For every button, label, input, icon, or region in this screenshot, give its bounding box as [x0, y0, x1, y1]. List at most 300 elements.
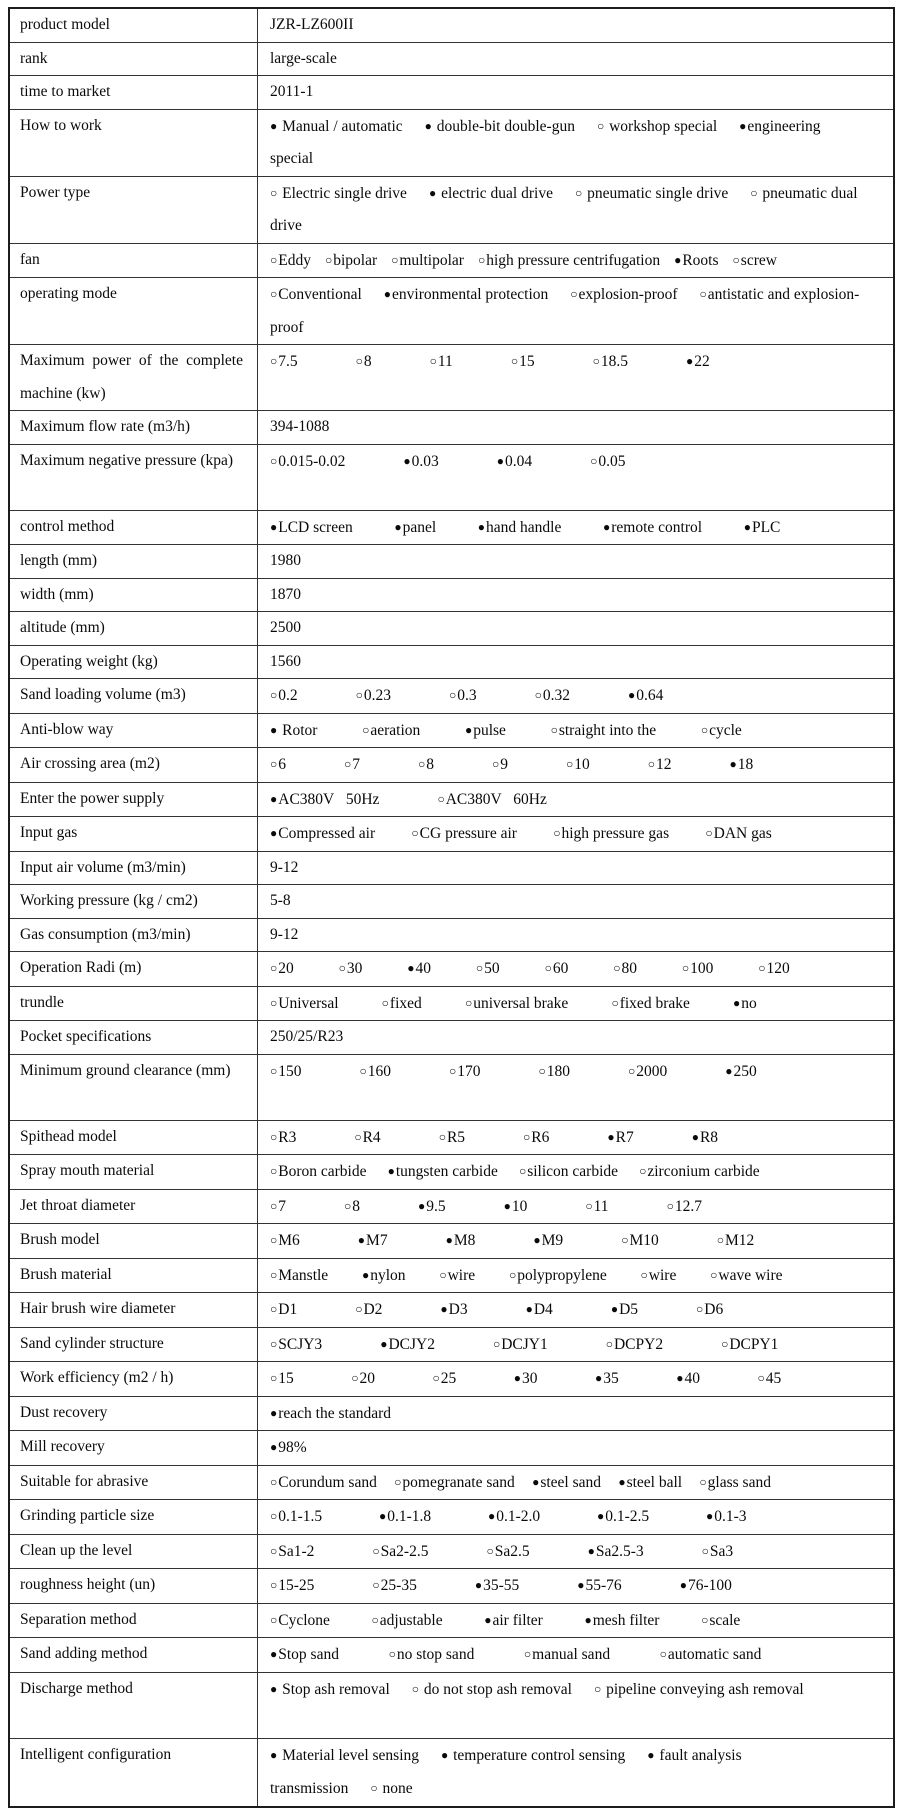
option-label: 0.015-0.02: [278, 452, 346, 470]
option-label: reach the standard: [278, 1404, 391, 1422]
option-selected: [270, 1646, 339, 1663]
option-selected: [379, 1508, 431, 1525]
radio-hollow-icon: ○: [381, 995, 389, 1010]
spec-label: Spray mouth material: [10, 1155, 258, 1189]
option-label: Material level sensing: [278, 1746, 419, 1764]
option-selected: [270, 118, 403, 135]
option-label: wire: [648, 1266, 677, 1284]
spec-row: [10, 1739, 893, 1806]
option-label: high pressure gas: [561, 825, 670, 842]
option-label: steel sand: [540, 1473, 602, 1491]
option-label: workshop special: [605, 117, 718, 135]
option-unselected: [682, 960, 714, 977]
option-selected: [440, 1301, 467, 1318]
radio-hollow-icon: ○: [359, 1063, 367, 1078]
option-label: 12: [656, 756, 672, 773]
spec-value: [258, 1466, 893, 1500]
option-unselected: [360, 1063, 392, 1080]
option-unselected: [391, 252, 464, 269]
radio-hollow-icon: ○: [544, 961, 552, 975]
option-selected: [403, 453, 438, 470]
option-unselected: [449, 687, 477, 704]
option-unselected: [344, 1198, 360, 1215]
option-label: D5: [619, 1301, 639, 1318]
option-selected: [504, 1198, 528, 1215]
option-unselected: [621, 1232, 659, 1249]
spec-row: [10, 1431, 893, 1466]
radio-hollow-icon: ○: [344, 1198, 352, 1213]
spec-label: Maximum flow rate (m3/h): [10, 411, 258, 444]
option-unselected: [270, 995, 339, 1012]
radio-hollow-icon: ○: [270, 354, 278, 368]
radio-hollow-icon: ○: [270, 688, 278, 702]
spec-label: Dust recovery: [10, 1397, 258, 1431]
option-label: 20: [278, 960, 294, 977]
spec-row: [10, 1673, 893, 1739]
radio-filled-icon: ●: [496, 453, 505, 468]
option-selected: [611, 1301, 638, 1318]
spec-value: [258, 1569, 893, 1603]
option-unselected: [356, 687, 391, 704]
spec-value: [258, 817, 893, 851]
option-label: Stop sand: [278, 1646, 339, 1663]
radio-hollow-icon: ○: [370, 1781, 378, 1795]
radio-filled-icon: ●: [424, 118, 432, 133]
option-unselected: [270, 960, 294, 977]
radio-hollow-icon: ○: [523, 1647, 532, 1661]
radio-filled-icon: ●: [270, 519, 278, 534]
option-label: 40: [684, 1370, 700, 1387]
radio-filled-icon: ●: [488, 1509, 496, 1523]
option-unselected: [705, 825, 771, 842]
option-label: pneumatic single drive: [583, 184, 729, 202]
radio-hollow-icon: ○: [270, 1198, 278, 1213]
option-selected: [441, 1747, 625, 1764]
radio-filled-icon: ●: [597, 1509, 605, 1523]
option-unselected: [270, 1370, 294, 1387]
option-unselected: [553, 825, 669, 842]
option-label: Stop ash removal: [278, 1680, 390, 1698]
spec-value: [258, 278, 893, 344]
radio-hollow-icon: ○: [449, 1063, 457, 1078]
radio-hollow-icon: ○: [538, 1063, 546, 1078]
option-label: 0.1-2.5: [605, 1508, 650, 1525]
radio-filled-icon: ●: [477, 519, 486, 534]
spec-value: [258, 1500, 893, 1534]
option-unselected: [270, 756, 286, 773]
radio-hollow-icon: ○: [355, 688, 363, 702]
option-label: mesh filter: [592, 1611, 660, 1629]
spec-text-value: 394-1088: [270, 418, 330, 435]
radio-filled-icon: ●: [739, 118, 747, 133]
radio-filled-icon: ●: [270, 1647, 278, 1661]
radio-hollow-icon: ○: [270, 1129, 278, 1144]
option-label: double-bit double-gun: [432, 117, 575, 135]
spec-row: [10, 278, 893, 345]
option-label: environmental protection: [392, 286, 549, 303]
spec-value: [258, 852, 893, 885]
spec-label: Spithead model: [10, 1121, 258, 1155]
option-label: R7: [615, 1128, 634, 1146]
radio-filled-icon: ●: [595, 1371, 603, 1385]
option-label: Roots: [682, 251, 719, 269]
option-unselected: [270, 1612, 330, 1629]
spec-row: [10, 545, 893, 579]
radio-filled-icon: ●: [618, 1474, 626, 1489]
spec-row: [10, 1466, 893, 1501]
option-label: 80: [621, 960, 637, 977]
option-label: 12.7: [674, 1197, 702, 1215]
radio-filled-icon: ●: [628, 688, 636, 702]
option-label: Conventional: [278, 286, 362, 303]
option-label: DCJY2: [388, 1335, 435, 1353]
option-label: silicon carbide: [527, 1163, 619, 1180]
option-label: straight into the: [558, 721, 657, 739]
option-unselected: [270, 1267, 328, 1284]
radio-hollow-icon: ○: [757, 1371, 765, 1385]
radio-hollow-icon: ○: [590, 453, 598, 468]
option-selected: [676, 1370, 700, 1387]
option-unselected: [439, 1267, 475, 1284]
spec-label: Work efficiency (m2 / h): [10, 1362, 258, 1396]
option-unselected: [721, 1336, 778, 1353]
option-label: 9.5: [426, 1197, 446, 1215]
spec-value: [258, 1190, 893, 1224]
radio-hollow-icon: ○: [721, 1336, 729, 1351]
option-label: no: [741, 994, 757, 1012]
spec-text-value: large-scale: [270, 49, 337, 67]
radio-hollow-icon: ○: [605, 1336, 613, 1351]
option-label: 0.23: [363, 687, 391, 704]
option-label: Manstle: [278, 1266, 329, 1284]
option-selected: [514, 1370, 538, 1387]
spec-label: Sand cylinder structure: [10, 1328, 258, 1362]
spec-row: [10, 1638, 893, 1673]
radio-hollow-icon: ○: [732, 252, 740, 267]
spec-row: [10, 110, 893, 177]
option-label: Sa2-2.5: [380, 1542, 429, 1560]
option-label: 60: [552, 960, 569, 977]
spec-row: [10, 1328, 893, 1363]
option-label: 0.2: [278, 687, 298, 704]
option-label: D1: [278, 1301, 298, 1318]
radio-hollow-icon: ○: [570, 287, 578, 301]
spec-value: [258, 1224, 893, 1258]
option-label: remote control: [611, 518, 703, 536]
option-unselected: [717, 1232, 755, 1249]
radio-filled-icon: ●: [587, 1543, 595, 1558]
option-label: manual sand: [532, 1646, 611, 1663]
radio-hollow-icon: ○: [270, 961, 278, 975]
spec-row: [10, 1190, 893, 1225]
option-unselected: [585, 1198, 608, 1215]
option-label: fixed: [389, 994, 422, 1012]
option-label: aeration: [370, 721, 421, 739]
spec-row: [10, 612, 893, 646]
option-label: wire: [447, 1266, 476, 1284]
radio-hollow-icon: ○: [372, 1543, 380, 1558]
radio-hollow-icon: ○: [621, 1233, 629, 1247]
radio-hollow-icon: ○: [705, 826, 713, 840]
option-label: R8: [699, 1128, 719, 1146]
radio-filled-icon: ●: [270, 722, 278, 737]
option-label: Universal: [278, 994, 339, 1012]
option-label: 45: [765, 1370, 782, 1387]
option-label: Cyclone: [278, 1611, 330, 1629]
spec-value: [258, 411, 893, 444]
radio-filled-icon: ●: [445, 1233, 453, 1247]
radio-filled-icon: ●: [464, 722, 473, 737]
radio-hollow-icon: ○: [593, 1681, 602, 1696]
option-unselected: [758, 1370, 782, 1387]
radio-hollow-icon: ○: [647, 757, 655, 771]
option-label: glass sand: [707, 1473, 771, 1491]
radio-filled-icon: ●: [706, 1509, 714, 1523]
radio-hollow-icon: ○: [394, 1474, 402, 1489]
option-unselected: [270, 1232, 300, 1249]
option-unselected: [511, 353, 535, 370]
spec-row: [10, 1500, 893, 1535]
option-selected: [429, 185, 553, 202]
option-unselected: [270, 687, 298, 704]
spec-value: [258, 445, 893, 479]
option-unselected: [389, 1646, 475, 1663]
spec-row: [10, 244, 893, 279]
spec-value: [258, 545, 893, 578]
radio-hollow-icon: ○: [710, 1267, 718, 1282]
radio-hollow-icon: ○: [338, 961, 346, 975]
option-unselected: [523, 1129, 549, 1146]
option-label: none: [378, 1780, 413, 1797]
radio-hollow-icon: ○: [523, 1129, 531, 1144]
spec-row: [10, 579, 893, 613]
spec-label: Gas consumption (m3/min): [10, 919, 258, 952]
spec-label: Maximum power of the complete machine (kw): [10, 345, 258, 410]
spec-row: [10, 646, 893, 680]
spec-row: [10, 1155, 893, 1190]
option-label: 7: [278, 1197, 286, 1215]
spec-value: [258, 9, 893, 42]
option-label: Sa2.5-3: [595, 1542, 644, 1560]
option-selected: [674, 252, 718, 269]
option-label: 40: [415, 960, 432, 977]
option-unselected: [270, 1198, 286, 1215]
spec-label: Anti-blow way: [10, 714, 258, 748]
option-unselected: [641, 1267, 677, 1284]
option-label: 30: [346, 960, 363, 977]
radio-filled-icon: ●: [679, 1578, 687, 1592]
radio-hollow-icon: ○: [270, 1233, 278, 1247]
option-unselected: [648, 756, 672, 773]
spec-label: Sand adding method: [10, 1638, 258, 1672]
option-label: 98%: [278, 1439, 307, 1456]
radio-filled-icon: ●: [387, 1164, 395, 1178]
option-selected: [270, 825, 375, 842]
spec-label: Pocket specifications: [10, 1021, 258, 1054]
option-label: polypropylene: [517, 1266, 607, 1284]
option-label: universal brake: [473, 994, 569, 1012]
radio-hollow-icon: ○: [371, 1612, 379, 1627]
spec-row: [10, 817, 893, 852]
spec-label: Minimum ground clearance (mm): [10, 1055, 258, 1120]
spec-label: time to market: [10, 76, 258, 109]
option-label: steel ball: [626, 1473, 683, 1491]
option-unselected: [509, 1267, 607, 1284]
spec-row: [10, 783, 893, 818]
radio-filled-icon: ●: [533, 1233, 541, 1247]
option-unselected: [372, 1543, 428, 1560]
radio-filled-icon: ●: [270, 1405, 278, 1420]
option-selected: [270, 722, 317, 739]
spec-label: width (mm): [10, 579, 258, 612]
option-selected: [388, 1163, 498, 1180]
spec-label: Brush material: [10, 1259, 258, 1293]
option-label: bipolar: [333, 251, 378, 269]
radio-hollow-icon: ○: [553, 826, 561, 840]
radio-hollow-icon: ○: [534, 688, 542, 702]
option-label: R6: [531, 1128, 550, 1146]
option-selected: [418, 1198, 446, 1215]
radio-filled-icon: ●: [691, 1129, 699, 1144]
option-label: 9: [500, 756, 508, 773]
radio-hollow-icon: ○: [270, 1543, 278, 1558]
option-selected: [603, 519, 702, 536]
option-label: M9: [541, 1232, 564, 1249]
radio-filled-icon: ●: [674, 252, 682, 267]
option-label: zirconium carbide: [647, 1163, 760, 1180]
radio-filled-icon: ●: [503, 1198, 511, 1213]
spec-table: [8, 7, 895, 1808]
option-unselected: [628, 1063, 667, 1080]
option-label: fault analysis transmission: [270, 1746, 742, 1797]
option-label: tungsten carbide: [395, 1163, 498, 1180]
option-label: Eddy: [278, 251, 311, 269]
radio-filled-icon: ●: [407, 961, 415, 975]
option-selected: [446, 1232, 476, 1249]
spec-text-value: 250/25/R23: [270, 1028, 344, 1045]
radio-filled-icon: ●: [603, 519, 611, 534]
option-unselected: [699, 1474, 771, 1491]
option-selected: [588, 1543, 644, 1560]
option-label: D2: [363, 1301, 383, 1318]
option-label: 11: [593, 1197, 609, 1215]
spec-value: [258, 1121, 893, 1155]
spec-value: [258, 1673, 893, 1707]
option-label: 0.03: [411, 452, 439, 470]
radio-hollow-icon: ○: [372, 1578, 380, 1592]
option-unselected: [570, 286, 677, 303]
radio-hollow-icon: ○: [699, 1474, 707, 1489]
radio-filled-icon: ●: [729, 757, 737, 771]
option-label: R3: [278, 1128, 297, 1146]
spec-row: [10, 1397, 893, 1432]
option-unselected: [593, 353, 628, 370]
option-label: 160: [367, 1062, 391, 1080]
option-unselected: [597, 118, 717, 135]
radio-hollow-icon: ○: [270, 1509, 278, 1523]
option-label: explosion-proof: [578, 286, 678, 303]
option-label: electric dual drive: [437, 184, 553, 202]
option-label: 0.1-3: [714, 1508, 747, 1525]
spec-text-value: 1980: [270, 552, 301, 569]
option-selected: [270, 1439, 307, 1456]
option-label: fixed brake: [619, 994, 690, 1012]
option-selected: [465, 722, 506, 739]
option-unselected: [710, 1267, 782, 1284]
option-selected: [686, 353, 710, 370]
option-unselected: [270, 1577, 314, 1594]
radio-hollow-icon: ○: [270, 287, 278, 301]
spec-value: [258, 177, 893, 243]
option-label: multipolar: [399, 251, 464, 269]
option-unselected: [411, 825, 517, 842]
radio-hollow-icon: ○: [270, 1302, 278, 1316]
option-label: AC380V 50Hz: [278, 790, 380, 808]
radio-hollow-icon: ○: [270, 453, 278, 468]
spec-value: [258, 748, 893, 782]
spec-label: Intelligent configuration: [10, 1739, 258, 1806]
option-unselected: [493, 1336, 548, 1353]
option-unselected: [270, 353, 298, 370]
option-selected: [484, 1612, 543, 1629]
option-label: 8: [426, 756, 434, 773]
option-selected: [533, 1232, 563, 1249]
spec-value: [258, 1431, 893, 1465]
radio-filled-icon: ●: [743, 519, 751, 534]
option-selected: [597, 1508, 649, 1525]
option-selected: [584, 1612, 659, 1629]
option-unselected: [611, 995, 689, 1012]
option-unselected: [551, 722, 657, 739]
radio-hollow-icon: ○: [701, 1612, 709, 1627]
option-unselected: [433, 1370, 457, 1387]
spec-label: Input air volume (m3/min): [10, 852, 258, 885]
radio-hollow-icon: ○: [388, 1647, 396, 1661]
option-label: 35: [603, 1370, 619, 1387]
option-unselected: [535, 687, 570, 704]
spec-value: [258, 1397, 893, 1431]
spec-label: Hair brush wire diameter: [10, 1293, 258, 1327]
spec-label: Jet throat diameter: [10, 1190, 258, 1224]
option-unselected: [606, 1336, 663, 1353]
option-label: R5: [446, 1128, 466, 1146]
option-label: 0.64: [636, 687, 664, 704]
option-selected: [394, 519, 436, 536]
spec-value: [258, 1155, 893, 1189]
radio-hollow-icon: ○: [429, 354, 437, 368]
option-selected: [488, 1508, 540, 1525]
radio-hollow-icon: ○: [592, 354, 600, 368]
radio-hollow-icon: ○: [681, 961, 690, 975]
radio-filled-icon: ●: [270, 118, 278, 133]
option-label: Boron carbide: [278, 1163, 367, 1180]
radio-hollow-icon: ○: [701, 1543, 709, 1558]
option-unselected: [270, 1301, 297, 1318]
spec-row: [10, 445, 893, 511]
spec-value: [258, 1638, 893, 1672]
option-selected: [607, 1129, 633, 1146]
spec-label: roughness height (un): [10, 1569, 258, 1603]
spec-row: [10, 885, 893, 919]
option-label: D3: [448, 1301, 468, 1318]
spec-label: Enter the power supply: [10, 783, 258, 817]
radio-filled-icon: ●: [440, 1302, 448, 1316]
radio-hollow-icon: ○: [518, 1164, 527, 1178]
spec-value: [258, 952, 893, 986]
radio-filled-icon: ●: [418, 1198, 426, 1213]
radio-hollow-icon: ○: [750, 185, 758, 200]
option-unselected: [639, 1163, 760, 1180]
